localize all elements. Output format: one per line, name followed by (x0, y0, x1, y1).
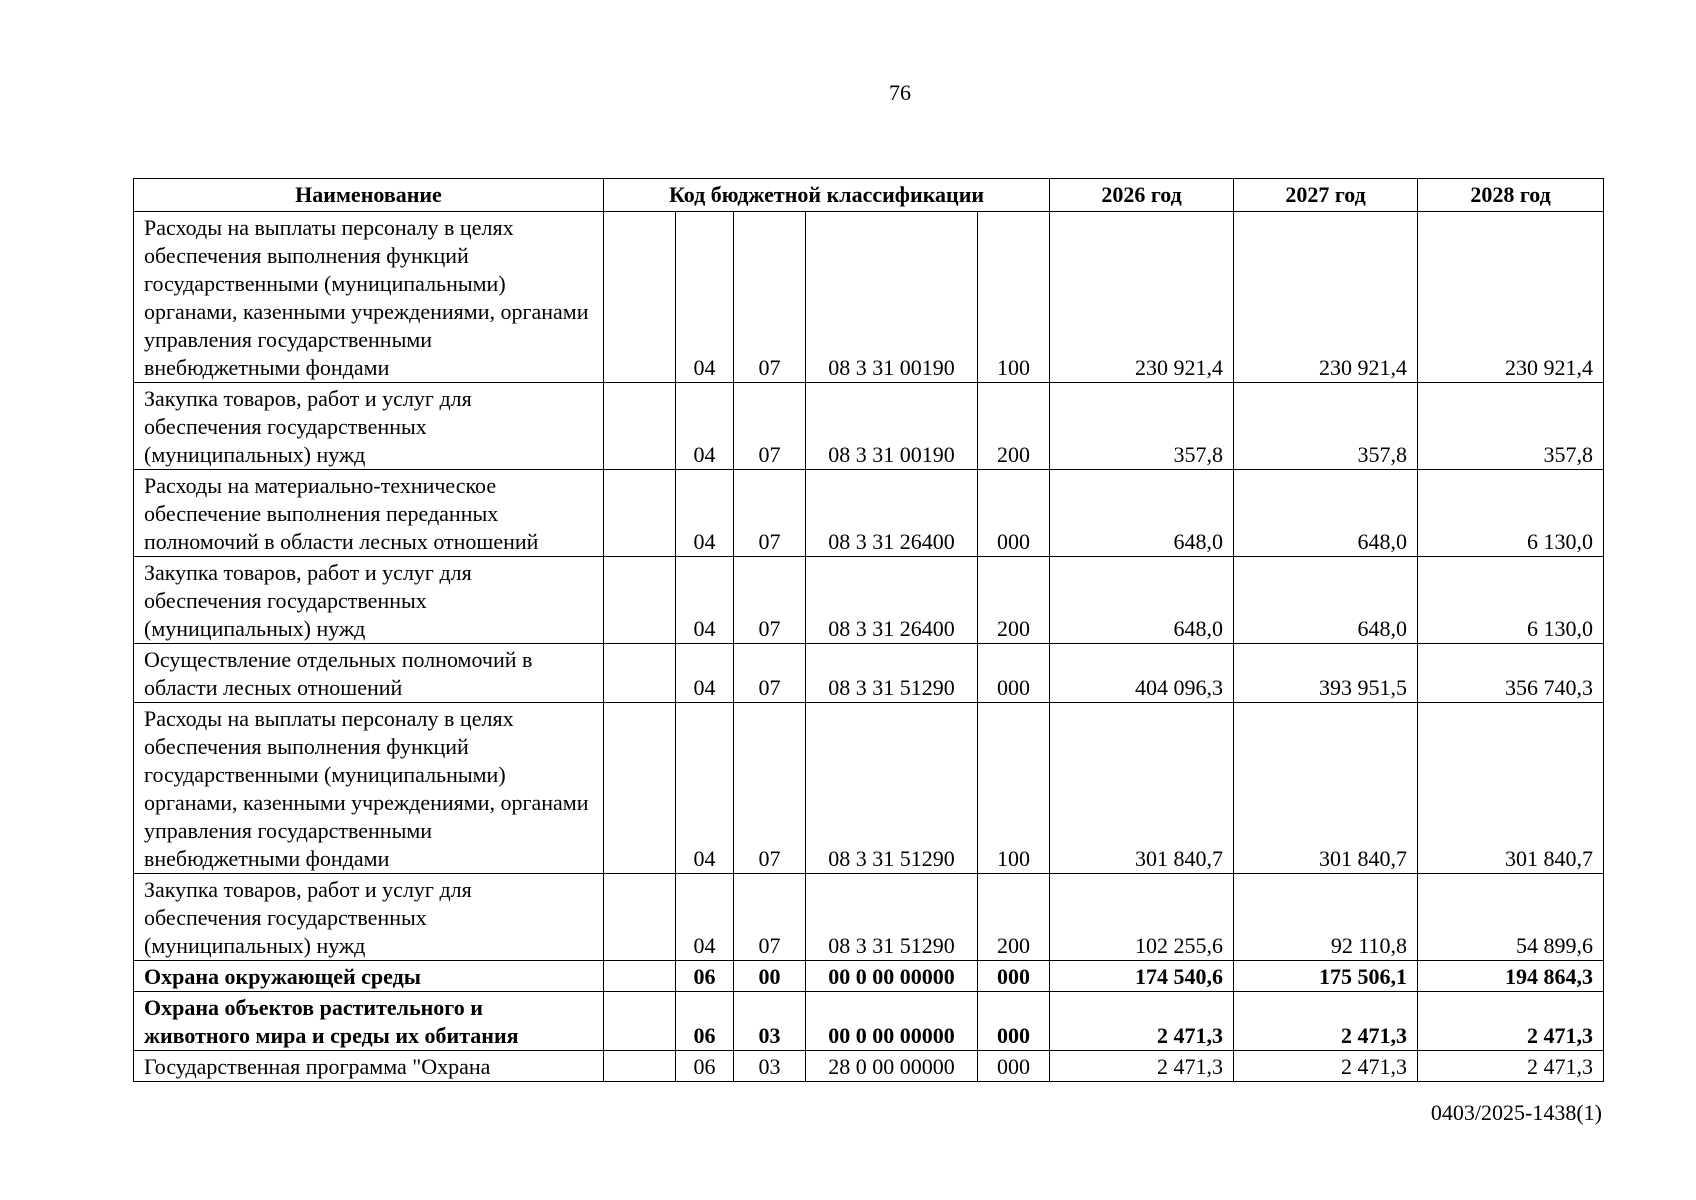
code-empty (604, 383, 676, 470)
value-2027: 92 110,8 (1234, 874, 1418, 961)
value-2028: 2 471,3 (1418, 992, 1604, 1051)
code-subsection: 03 (734, 1051, 806, 1082)
value-2026: 301 840,7 (1050, 703, 1234, 874)
code-section: 04 (676, 212, 734, 383)
value-2027: 648,0 (1234, 470, 1418, 557)
code-expense-type: 200 (978, 557, 1050, 644)
code-target-article: 08 3 31 00190 (806, 383, 978, 470)
value-2026: 357,8 (1050, 383, 1234, 470)
code-subsection: 07 (734, 874, 806, 961)
row-name: Охрана объектов растительного и животного мира и среды их обитания (134, 992, 604, 1051)
value-2027: 2 471,3 (1234, 992, 1418, 1051)
table-row (134, 557, 1604, 644)
table-row (134, 644, 1604, 703)
value-2026: 174 540,6 (1050, 961, 1234, 992)
row-name: Закупка товаров, работ и услуг для обеспечения государственных (муниципальных) нужд (134, 383, 604, 470)
value-2027: 648,0 (1234, 557, 1418, 644)
value-2028: 2 471,3 (1418, 1051, 1604, 1082)
code-expense-type: 000 (978, 470, 1050, 557)
table-row (134, 1051, 1604, 1082)
code-section: 04 (676, 383, 734, 470)
value-2026: 2 471,3 (1050, 992, 1234, 1051)
table-row (134, 470, 1604, 557)
row-name: Охрана окружающей среды (134, 961, 604, 992)
document-code: 0403/2025-1438(1) (1430, 1100, 1602, 1125)
code-expense-type: 000 (978, 1051, 1050, 1082)
code-subsection: 07 (734, 703, 806, 874)
code-section: 06 (676, 1051, 734, 1082)
code-section: 06 (676, 992, 734, 1051)
value-2028: 357,8 (1418, 383, 1604, 470)
header-year-2026: 2026 год (1050, 179, 1234, 212)
code-empty (604, 1051, 676, 1082)
value-2027: 357,8 (1234, 383, 1418, 470)
value-2028: 356 740,3 (1418, 644, 1604, 703)
value-2026: 404 096,3 (1050, 644, 1234, 703)
value-2028: 54 899,6 (1418, 874, 1604, 961)
code-subsection: 07 (734, 557, 806, 644)
value-2028: 6 130,0 (1418, 557, 1604, 644)
code-section: 06 (676, 961, 734, 992)
code-empty (604, 212, 676, 383)
code-target-article: 08 3 31 51290 (806, 874, 978, 961)
table-row (134, 992, 1604, 1051)
row-name: Государственная программа "Охрана (134, 1051, 604, 1082)
value-2028: 301 840,7 (1418, 703, 1604, 874)
code-subsection: 07 (734, 470, 806, 557)
code-empty (604, 874, 676, 961)
table-row (134, 383, 1604, 470)
code-target-article: 28 0 00 00000 (806, 1051, 978, 1082)
code-expense-type: 100 (978, 703, 1050, 874)
value-2026: 648,0 (1050, 470, 1234, 557)
row-name: Осуществление отдельных полномочий в области лесных отношений (134, 644, 604, 703)
code-target-article: 08 3 31 26400 (806, 470, 978, 557)
value-2027: 230 921,4 (1234, 212, 1418, 383)
code-expense-type: 000 (978, 644, 1050, 703)
code-target-article: 08 3 31 00190 (806, 212, 978, 383)
code-subsection: 07 (734, 212, 806, 383)
budget-table (133, 178, 1604, 1082)
table-header-row (134, 179, 1604, 212)
value-2026: 230 921,4 (1050, 212, 1234, 383)
code-target-article: 00 0 00 00000 (806, 992, 978, 1051)
code-expense-type: 000 (978, 961, 1050, 992)
value-2028: 230 921,4 (1418, 212, 1604, 383)
row-name: Расходы на материально-техническое обеспечение выполнения переданных полномочий в области лесных отношений (134, 470, 604, 557)
code-section: 04 (676, 470, 734, 557)
code-section: 04 (676, 703, 734, 874)
code-empty (604, 961, 676, 992)
code-subsection: 00 (734, 961, 806, 992)
code-target-article: 08 3 31 26400 (806, 557, 978, 644)
code-expense-type: 000 (978, 992, 1050, 1051)
row-name: Закупка товаров, работ и услуг для обеспечения государственных (муниципальных) нужд (134, 557, 604, 644)
code-section: 04 (676, 557, 734, 644)
code-empty (604, 557, 676, 644)
code-empty (604, 644, 676, 703)
table-row (134, 212, 1604, 383)
value-2026: 648,0 (1050, 557, 1234, 644)
header-year-2028: 2028 год (1418, 179, 1604, 212)
code-section: 04 (676, 644, 734, 703)
code-empty (604, 992, 676, 1051)
value-2026: 102 255,6 (1050, 874, 1234, 961)
header-year-2027: 2027 год (1234, 179, 1418, 212)
code-empty (604, 703, 676, 874)
value-2026: 2 471,3 (1050, 1051, 1234, 1082)
code-target-article: 00 0 00 00000 (806, 961, 978, 992)
value-2027: 175 506,1 (1234, 961, 1418, 992)
table-row (134, 874, 1604, 961)
header-name: Наименование (134, 179, 604, 212)
code-subsection: 07 (734, 383, 806, 470)
code-empty (604, 470, 676, 557)
code-expense-type: 200 (978, 383, 1050, 470)
row-name: Расходы на выплаты персоналу в целях обеспечения выполнения функций государственными (муниципальными) органами, казенными учреждениями, органами управления государственными внебюджетными фондами (134, 703, 604, 874)
value-2027: 393 951,5 (1234, 644, 1418, 703)
page-number: 76 (889, 80, 911, 105)
code-subsection: 03 (734, 992, 806, 1051)
value-2028: 6 130,0 (1418, 470, 1604, 557)
value-2027: 301 840,7 (1234, 703, 1418, 874)
code-section: 04 (676, 874, 734, 961)
table-row (134, 703, 1604, 874)
code-expense-type: 200 (978, 874, 1050, 961)
header-budget-code: Код бюджетной классификации (604, 179, 1050, 212)
code-expense-type: 100 (978, 212, 1050, 383)
row-name: Закупка товаров, работ и услуг для обеспечения государственных (муниципальных) нужд (134, 874, 604, 961)
row-name: Расходы на выплаты персоналу в целях обеспечения выполнения функций государственными (муниципальными) органами, казенными учреждениями, органами управления государственными внебюджетными фондами (134, 212, 604, 383)
value-2028: 194 864,3 (1418, 961, 1604, 992)
code-target-article: 08 3 31 51290 (806, 644, 978, 703)
value-2027: 2 471,3 (1234, 1051, 1418, 1082)
code-target-article: 08 3 31 51290 (806, 703, 978, 874)
table-row (134, 961, 1604, 992)
code-subsection: 07 (734, 644, 806, 703)
table-body (134, 212, 1604, 1082)
